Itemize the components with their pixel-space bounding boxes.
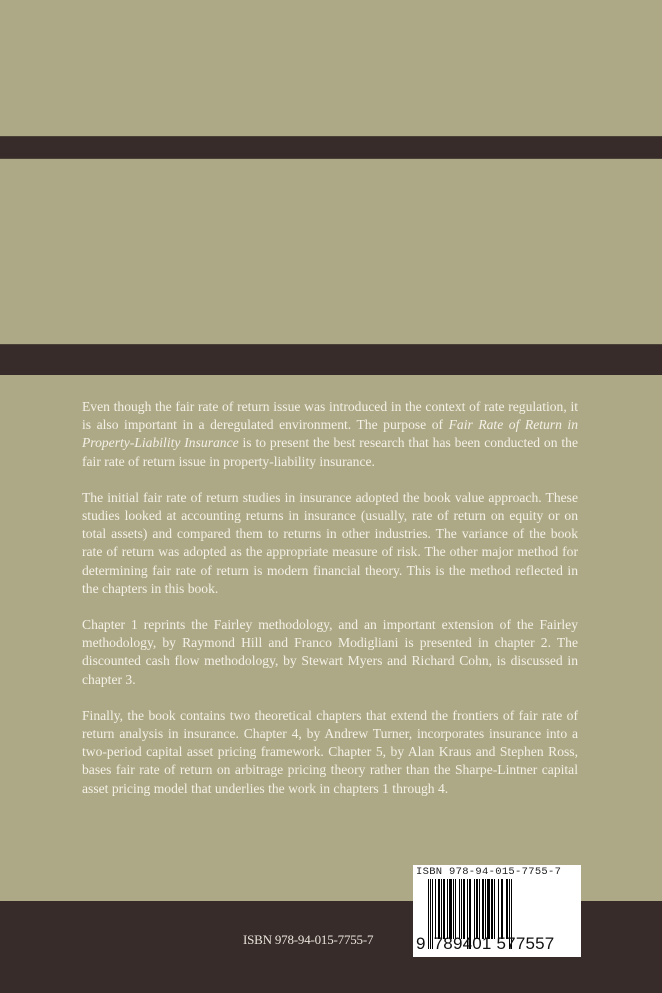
book-title: Fair Rate of Return in Property-Liability Insurance — [82, 417, 578, 451]
barcode-isbn-header: ISBN 978-94-015-7755-7 — [416, 866, 562, 878]
isbn-label: ISBN 978-94-015-7755-7 — [243, 932, 374, 947]
blurb-text: is to present the best research that has been conducted on the fair rate of return issue in property-liability insurance. — [82, 435, 578, 469]
barcode-number: 789401 577557 — [433, 934, 555, 953]
middle-decorative-band — [0, 344, 662, 375]
blurb-paragraph-4: Finally, the book contains two theoretical chapters that extend the frontiers of fair rate of return analysis in insurance. Chapter 4, by Andrew Turner, incorporates insurance into a two-period capital asset pricing framework. Chapter 5, by Alan Kraus and Stephen Ross, bases fair rate of return on arbitrage pricing theory rather than the Sharpe-Lintner capital asset pricing model that underlies the work in chapters 1 through 4. — [82, 707, 578, 796]
blurb-paragraph-3: Chapter 1 reprints the Fairley methodology, and an important extension of the Fairley methodology, by Raymond Hill and Franco Modigliani is presented in chapter 2. The discounted cash flow methodology, by Stewart Myers and Richard Cohn, is discussed in chapter 3. — [82, 617, 578, 687]
back-cover-blurb — [82, 398, 578, 816]
blurb-paragraph-1 — [82, 398, 578, 471]
blurb-paragraph-2: The initial fair rate of return studies in insurance adopted the book value approach. These studies looked at accounting returns in insurance (usually, rate of return on equity or on total assets) and compared them to returns in other industries. The variance of the book rate of return was adopted as the appropriate measure of risk. The other major method for determining fair rate of return is modern financial theory. This is the method reflected in the chapters in this book. — [82, 489, 578, 596]
top-decorative-band — [0, 136, 662, 159]
blurb-text: Even though the fair rate of return issue was introduced in the context of rate regulation, it is also important in a deregulated environment. The purpose of — [82, 399, 578, 433]
barcode-lead-digit: 9 — [416, 934, 426, 953]
barcode-digits — [416, 934, 554, 954]
isbn-barcode — [413, 865, 581, 957]
